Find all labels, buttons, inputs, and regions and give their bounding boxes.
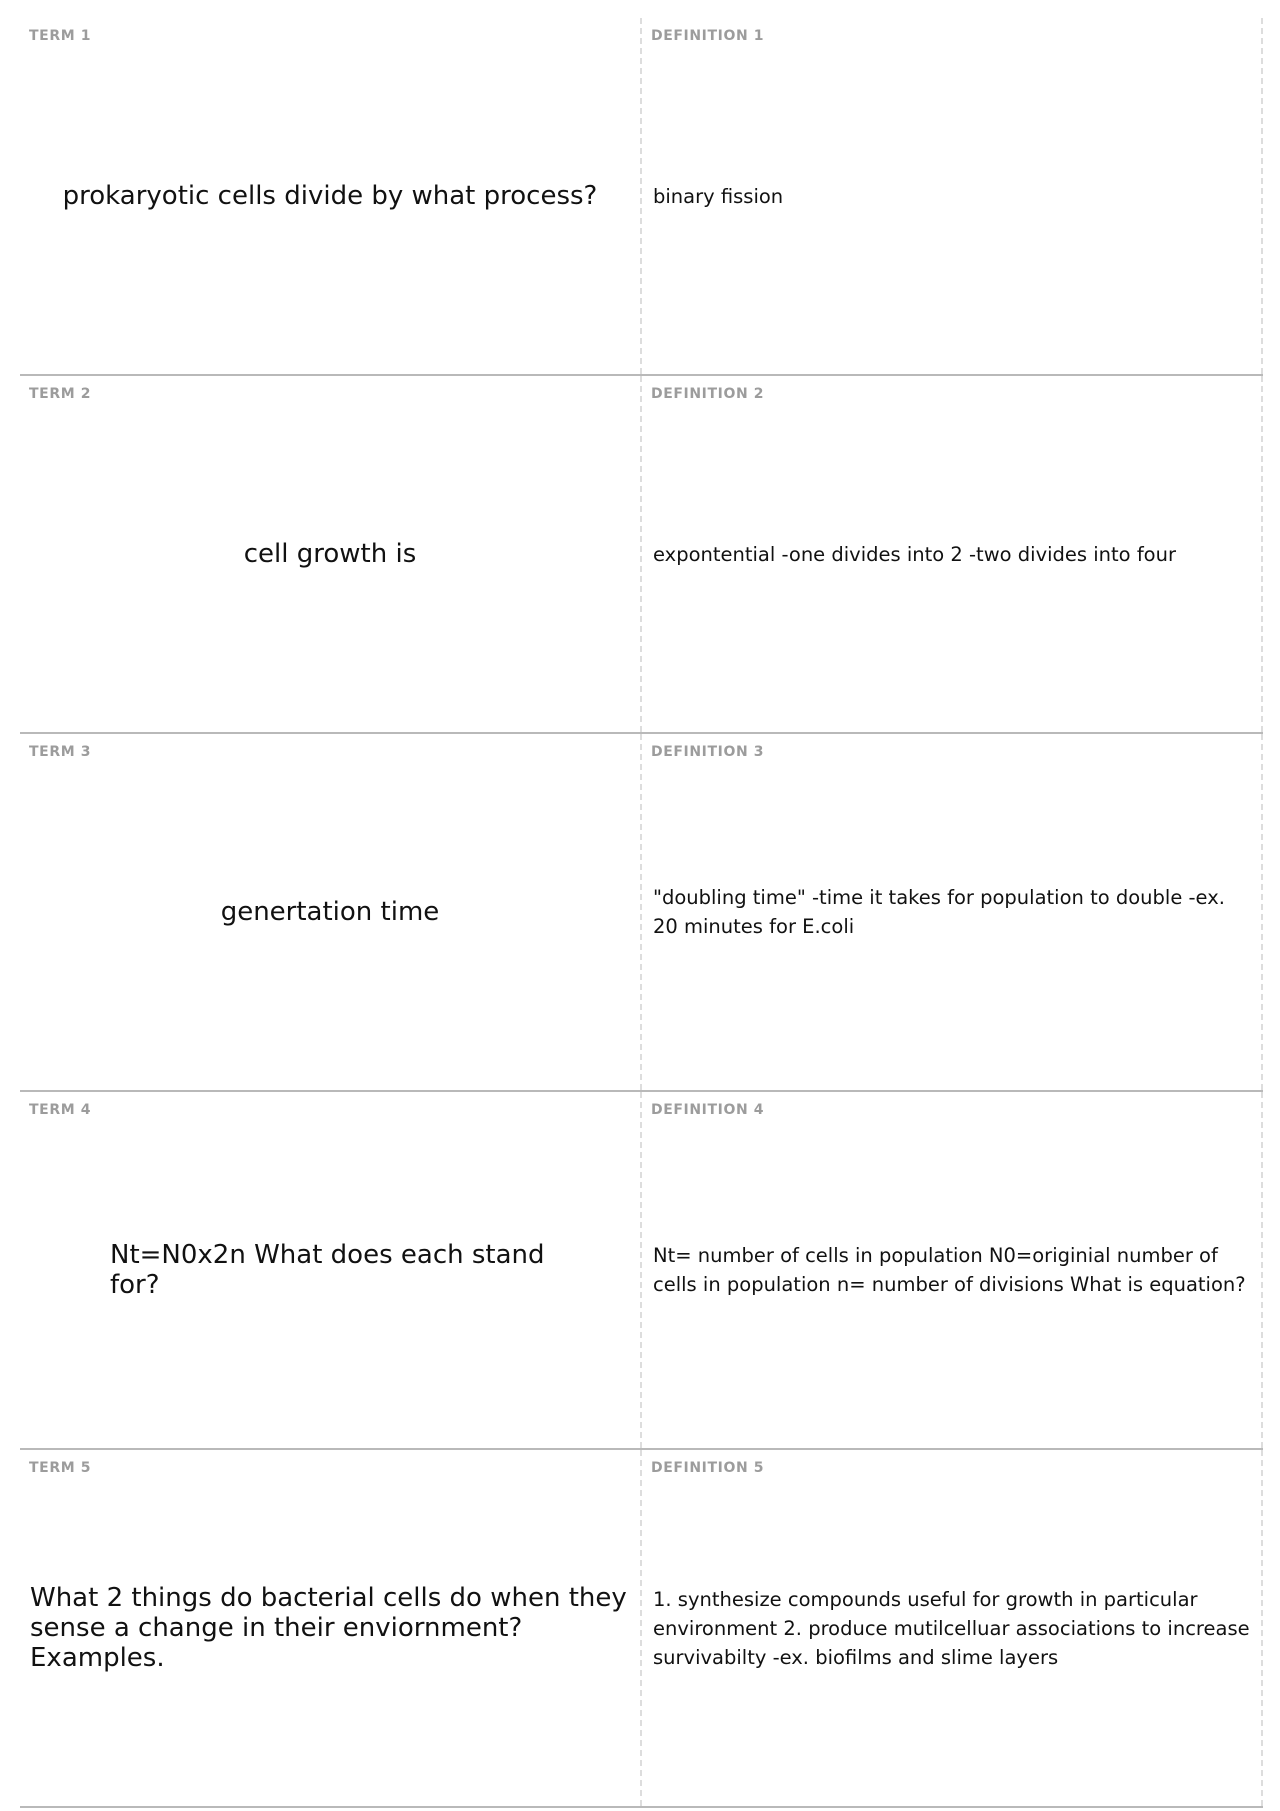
definition-text-container <box>653 1450 1253 1806</box>
definition-text-container <box>653 18 1253 374</box>
definition-cell <box>642 1450 1263 1806</box>
definition-label: DEFINITION 5 <box>651 1460 765 1476</box>
term-label: TERM 2 <box>29 386 92 402</box>
term-cell <box>20 734 642 1090</box>
term-label: TERM 4 <box>29 1102 92 1118</box>
definition-cell <box>642 376 1263 732</box>
definition-text: "doubling time" -time it takes for population to double -ex. 20 minutes for E.coli <box>653 886 1225 938</box>
term-cell <box>20 1092 642 1448</box>
term-text: prokaryotic cells divide by what process? <box>62 181 598 211</box>
term-text: cell growth is <box>243 539 417 569</box>
term-label: TERM 1 <box>29 28 92 44</box>
flashcard-row <box>20 18 1263 376</box>
term-text-container <box>20 734 640 1090</box>
flashcard-sheet <box>20 18 1263 1808</box>
definition-label: DEFINITION 2 <box>651 386 765 402</box>
definition-cell <box>642 1092 1263 1448</box>
term-cell <box>20 1450 642 1806</box>
definition-cell <box>642 734 1263 1090</box>
flashcard-row <box>20 1092 1263 1450</box>
flashcard-row <box>20 1450 1263 1808</box>
term-label: TERM 3 <box>29 744 92 760</box>
definition-text-container <box>653 734 1253 1090</box>
term-text-container <box>20 1450 640 1806</box>
term-cell <box>20 376 642 732</box>
definition-text: binary fission <box>653 184 784 208</box>
definition-text-container <box>653 1092 1253 1448</box>
term-text: What 2 things do bacterial cells do when they sense a change in their enviornment? Examples. <box>30 1583 627 1673</box>
term-text-container <box>20 18 640 374</box>
definition-text: expontential -one divides into 2 -two divides into four <box>653 542 1176 566</box>
term-text-container <box>20 376 640 732</box>
definition-text-container <box>653 376 1253 732</box>
term-text: Nt=N0x2n What does each stand for? <box>110 1240 545 1300</box>
definition-label: DEFINITION 1 <box>651 28 765 44</box>
definition-text: Nt= number of cells in population N0=originial number of cells in population n= number of divisions What is equation? <box>653 1244 1246 1296</box>
definition-cell <box>642 18 1263 374</box>
flashcard-row <box>20 734 1263 1092</box>
definition-text: 1. synthesize compounds useful for growth in particular environment 2. produce mutilcelluar associations to increase survivabilty -ex. biofilms and slime layers <box>653 1587 1250 1669</box>
term-text: genertation time <box>220 897 440 927</box>
definition-label: DEFINITION 3 <box>651 744 765 760</box>
term-cell <box>20 18 642 374</box>
definition-label: DEFINITION 4 <box>651 1102 765 1118</box>
flashcard-row <box>20 376 1263 734</box>
term-text-container <box>20 1092 640 1448</box>
term-label: TERM 5 <box>29 1460 92 1476</box>
